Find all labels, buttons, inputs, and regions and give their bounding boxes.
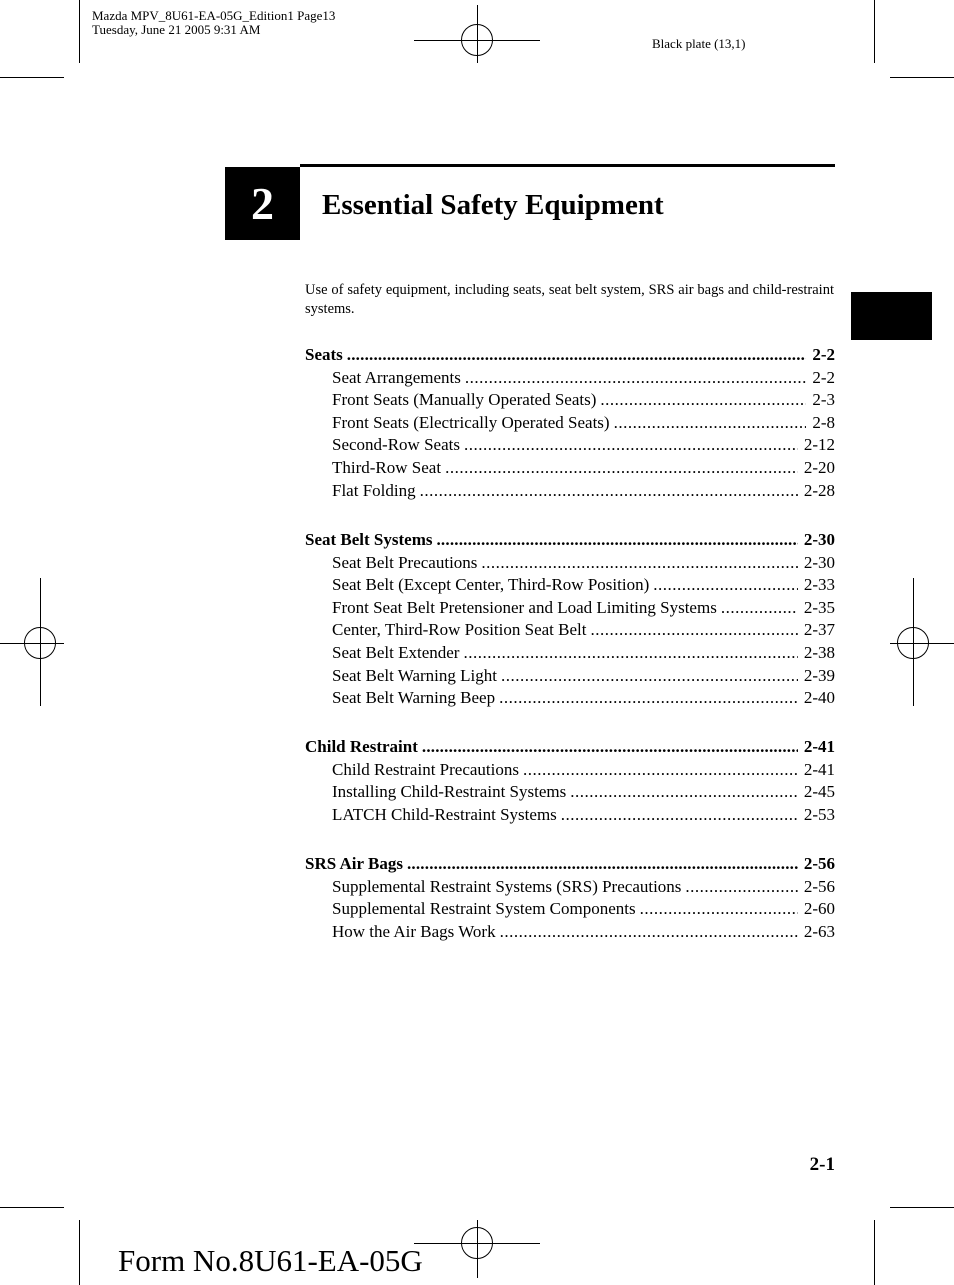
dot-leader: [420, 480, 798, 502]
dot-leader: [464, 434, 798, 456]
toc-entry-page: 2-56: [803, 877, 835, 896]
print-header-line-2: Tuesday, June 21 2005 9:31 AM: [92, 22, 261, 37]
dot-leader: [407, 853, 798, 875]
toc-entry-page: 2-53: [803, 805, 835, 824]
toc-entry-page: 2-63: [803, 922, 835, 941]
crop-mark: [874, 0, 875, 63]
toc-entry-page: 2-8: [812, 413, 835, 432]
toc-entry-title: Second-Row Seats: [332, 435, 460, 454]
dot-leader: [436, 529, 797, 551]
toc-entry-title: Front Seats (Electrically Operated Seats): [332, 413, 610, 432]
chapter-thumb-tab: [851, 292, 932, 340]
toc-entry-title: Third-Row Seat: [332, 458, 442, 477]
toc-entry-title: Seat Belt (Except Center, Third-Row Position): [332, 575, 650, 594]
toc-entry-page: 2-38: [803, 643, 835, 662]
toc-item[interactable]: [305, 619, 835, 641]
toc-section[interactable]: [305, 344, 835, 366]
toc-section[interactable]: [305, 529, 835, 551]
print-header-line-1: Mazda MPV_8U61-EA-05G_Edition1 Page13: [92, 8, 336, 23]
toc-item[interactable]: [305, 552, 835, 574]
toc-item[interactable]: [305, 687, 835, 709]
toc-entry-page: 2-45: [803, 782, 835, 801]
dot-leader: [445, 457, 798, 479]
dot-leader: [481, 552, 797, 574]
toc-item[interactable]: [305, 665, 835, 687]
dot-leader: [463, 642, 797, 664]
dot-leader: [590, 619, 797, 641]
toc-item[interactable]: [305, 389, 835, 411]
dot-leader: [422, 736, 798, 758]
toc-item[interactable]: [305, 898, 835, 920]
dot-leader: [614, 412, 807, 434]
dot-leader: [523, 759, 798, 781]
crop-mark: [0, 1207, 64, 1208]
chapter-title: Essential Safety Equipment: [322, 189, 664, 221]
toc-item[interactable]: [305, 781, 835, 803]
toc-entry-page: 2-40: [803, 688, 835, 707]
toc-item[interactable]: [305, 457, 835, 479]
toc-entry-title: Installing Child-Restraint Systems: [332, 782, 567, 801]
dot-leader: [500, 921, 798, 943]
toc-entry-title: Seat Arrangements: [332, 368, 461, 387]
toc-entry-page: 2-41: [803, 737, 835, 756]
toc-entry-page: 2-30: [803, 530, 835, 549]
toc-section[interactable]: [305, 736, 835, 758]
crop-mark: [874, 1220, 875, 1285]
toc-entry-page: 2-20: [803, 458, 835, 477]
toc-entry-title: Seat Belt Systems: [305, 530, 433, 549]
dot-leader: [465, 367, 806, 389]
chapter-rule: [300, 164, 835, 167]
dot-leader: [653, 574, 798, 596]
toc-entry-title: SRS Air Bags: [305, 854, 403, 873]
dot-leader: [685, 876, 797, 898]
toc-entry-title: Child Restraint Precautions: [332, 760, 519, 779]
toc-entry-title: Seat Belt Precautions: [332, 553, 478, 572]
toc-entry-title: Supplemental Restraint Systems (SRS) Precautions: [332, 877, 682, 896]
toc-entry-page: 2-60: [803, 899, 835, 918]
toc-entry-title: Seat Belt Extender: [332, 643, 460, 662]
toc-section[interactable]: [305, 853, 835, 875]
toc-item[interactable]: [305, 574, 835, 596]
toc-entry-title: LATCH Child-Restraint Systems: [332, 805, 557, 824]
dot-leader: [721, 597, 798, 619]
dot-leader: [640, 898, 798, 920]
crop-mark: [79, 1220, 80, 1285]
toc-entry-page: 2-28: [803, 481, 835, 500]
toc-entry-title: Seats: [305, 345, 343, 364]
toc-entry-title: Front Seats (Manually Operated Seats): [332, 390, 597, 409]
toc-entry-page: 2-2: [812, 345, 835, 364]
dot-leader: [570, 781, 798, 803]
toc-entry-page: 2-35: [803, 598, 835, 617]
toc-entry-page: 2-33: [803, 575, 835, 594]
toc-entry-page: 2-41: [803, 760, 835, 779]
crop-mark: [890, 77, 954, 78]
toc-entry-title: Flat Folding: [332, 481, 416, 500]
toc-entry-page: 2-12: [803, 435, 835, 454]
toc-entry-title: Center, Third-Row Position Seat Belt: [332, 620, 587, 639]
toc-entry-page: 2-39: [803, 666, 835, 685]
page-number: 2-1: [809, 1154, 835, 1175]
toc-item[interactable]: [305, 434, 835, 456]
toc-entry-title: Front Seat Belt Pretensioner and Load Limiting Systems: [332, 598, 717, 617]
toc-item[interactable]: [305, 876, 835, 898]
toc-entry-title: How the Air Bags Work: [332, 922, 496, 941]
toc-item[interactable]: [305, 367, 835, 389]
toc-entry-page: 2-30: [803, 553, 835, 572]
toc-entry-title: Child Restraint: [305, 737, 418, 756]
toc-entry-page: 2-3: [812, 390, 835, 409]
toc-entry-page: 2-2: [812, 368, 835, 387]
dot-leader: [501, 665, 798, 687]
crop-mark: [79, 0, 80, 63]
toc-entry-title: Supplemental Restraint System Components: [332, 899, 636, 918]
dot-leader: [347, 344, 807, 366]
toc-item[interactable]: [305, 597, 835, 619]
plate-label: Black plate (13,1): [652, 36, 746, 51]
toc-item[interactable]: [305, 759, 835, 781]
dot-leader: [600, 389, 806, 411]
toc-item[interactable]: [305, 804, 835, 826]
toc-entry-page: 2-56: [803, 854, 835, 873]
toc-item[interactable]: [305, 480, 835, 502]
form-number: Form No.8U61-EA-05G: [118, 1243, 423, 1278]
toc-item[interactable]: [305, 412, 835, 434]
toc-entry-page: 2-37: [803, 620, 835, 639]
toc-entry-title: Seat Belt Warning Light: [332, 666, 497, 685]
dot-leader: [499, 687, 798, 709]
toc-item[interactable]: [305, 921, 835, 943]
chapter-intro: Use of safety equipment, including seats, seat belt system, SRS air bags and child-restraint systems.: [305, 282, 834, 317]
dot-leader: [561, 804, 798, 826]
toc-item[interactable]: [305, 642, 835, 664]
crop-mark: [890, 1207, 954, 1208]
toc-entry-title: Seat Belt Warning Beep: [332, 688, 496, 707]
crop-mark: [0, 77, 64, 78]
chapter-number: 2: [225, 167, 300, 240]
